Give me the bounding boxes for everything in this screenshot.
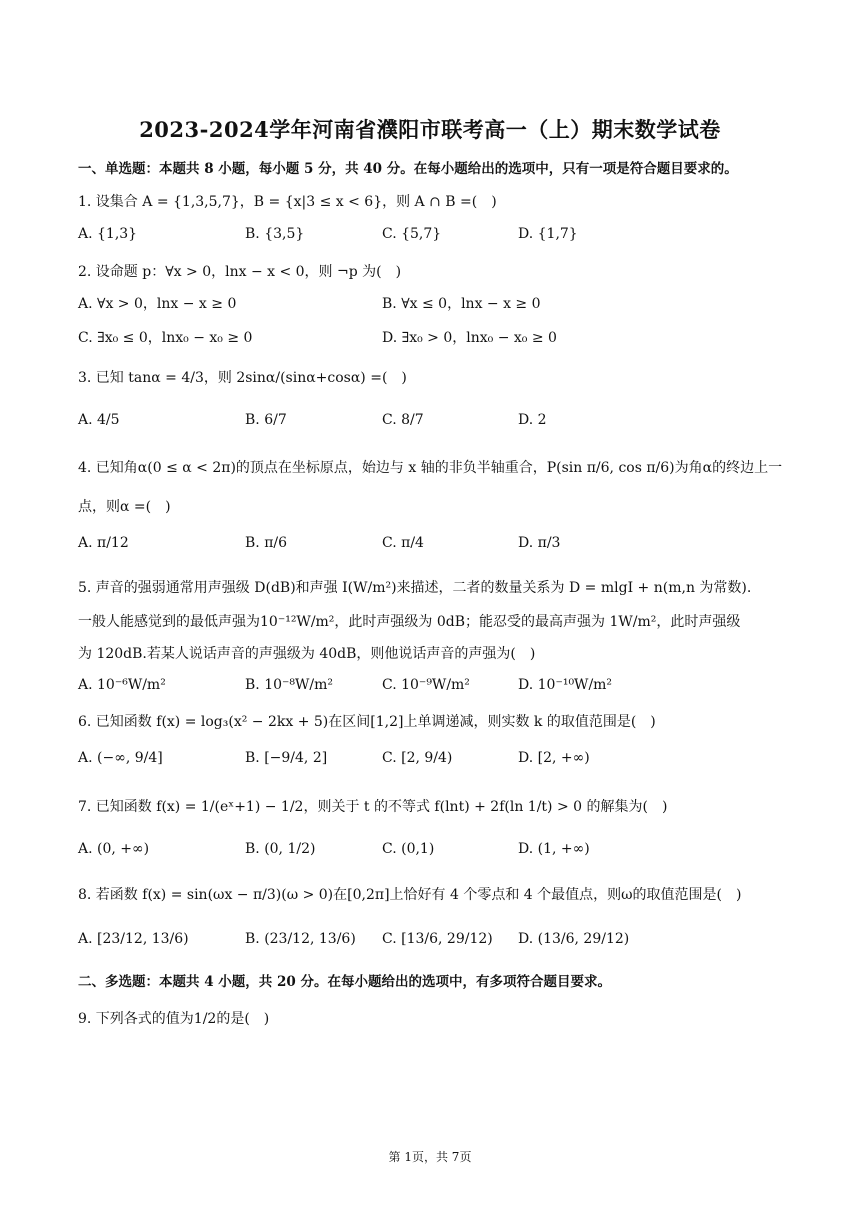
question-7-options	[78, 841, 798, 863]
question-4-options	[78, 535, 798, 557]
option-b[interactable]: B. π/6	[245, 535, 288, 551]
option-d[interactable]: D. [2, +∞)	[518, 750, 590, 766]
option-d[interactable]: D. ∃x₀ > 0，lnx₀ − x₀ ≥ 0	[382, 330, 557, 346]
question-3-options	[78, 412, 798, 434]
section-single-choice-heading: 一、单选题：本题共 8 小题，每小题 5 分，共 40 分。在每小题给出的选项中，只有一项是符合题目要求的。	[78, 161, 738, 177]
question-6-options	[78, 750, 798, 772]
question-4: 4. 已知角α(0 ≤ α < 2π)的顶点在坐标原点，始边与 x 轴的非负半轴重合，P(sin π/6, cos π/6)为角α的终边上一	[78, 460, 783, 476]
option-c[interactable]: C. {5,7}	[382, 226, 442, 242]
option-c[interactable]: C. 8/7	[382, 412, 424, 428]
option-d[interactable]: D. 10⁻¹⁰W/m²	[518, 677, 613, 693]
option-b[interactable]: B. 10⁻⁸W/m²	[245, 677, 333, 693]
page-footer: 第 1页，共 7页	[388, 1150, 472, 1164]
question-2-options-row-2	[78, 327, 798, 349]
option-b[interactable]: B. [−9/4, 2]	[245, 750, 328, 766]
option-b[interactable]: B. (0, 1/2)	[245, 841, 316, 857]
question-2: 2. 设命题 p：∀x > 0，lnx − x < 0，则 ¬p 为( )	[78, 264, 402, 280]
option-c[interactable]: C. (0,1)	[382, 841, 435, 857]
option-a[interactable]: A. {1,3}	[78, 226, 138, 242]
question-2-options-row-1	[78, 293, 798, 315]
option-d[interactable]: D. (13/6, 29/12)	[518, 931, 630, 947]
option-c[interactable]: C. ∃x₀ ≤ 0，lnx₀ − x₀ ≥ 0	[78, 330, 253, 346]
option-d[interactable]: D. {1,7}	[518, 226, 578, 242]
option-a[interactable]: A. ∀x > 0，lnx − x ≥ 0	[78, 296, 237, 312]
option-c[interactable]: C. [2, 9/4)	[382, 750, 453, 766]
question-3: 3. 已知 tanα = 4/3，则 2sinα/(sinα+cosα) =( )	[78, 370, 407, 386]
question-4-continued: 点，则α =( )	[78, 499, 171, 515]
question-5-continued-2: 为 120dB.若某人说话声音的声强级为 40dB，则他说话声音的声强为( )	[78, 646, 536, 662]
option-d[interactable]: D. π/3	[518, 535, 561, 551]
option-a[interactable]: A. [23/12, 13/6)	[78, 931, 189, 947]
option-a[interactable]: A. 4/5	[78, 412, 120, 428]
page-title: 2023-2024学年河南省濮阳市联考高一（上）期末数学试卷	[139, 117, 721, 142]
question-1-options	[78, 226, 798, 248]
question-8-options	[78, 931, 798, 953]
option-b[interactable]: B. 6/7	[245, 412, 287, 428]
option-a[interactable]: A. π/12	[78, 535, 129, 551]
option-a[interactable]: A. 10⁻⁶W/m²	[78, 677, 166, 693]
question-5: 5. 声音的强弱通常用声强级 D(dB)和声强 I(W/m²)来描述，二者的数量关系为 D = mlgI + n(m,n 为常数).	[78, 580, 752, 596]
question-6: 6. 已知函数 f(x) = log₃(x² − 2kx + 5)在区间[1,2]上单调递减，则实数 k 的取值范围是( )	[78, 714, 656, 730]
question-1: 1. 设集合 A = {1,3,5,7}，B = {x|3 ≤ x < 6}，则 A ∩ B =( )	[78, 194, 497, 210]
option-c[interactable]: C. [13/6, 29/12)	[382, 931, 493, 947]
option-d[interactable]: D. 2	[518, 412, 547, 428]
section-multiple-choice-heading: 二、多选题：本题共 4 小题，共 20 分。在每小题给出的选项中，有多项符合题目要求。	[78, 974, 611, 990]
option-a[interactable]: A. (0, +∞)	[78, 841, 150, 857]
question-7: 7. 已知函数 f(x) = 1/(eˣ+1) − 1/2，则关于 t 的不等式 f(lnt) + 2f(ln 1/t) > 0 的解集为( )	[78, 799, 668, 815]
option-c[interactable]: C. 10⁻⁹W/m²	[382, 677, 470, 693]
option-d[interactable]: D. (1, +∞)	[518, 841, 590, 857]
option-b[interactable]: B. (23/12, 13/6)	[245, 931, 356, 947]
question-8: 8. 若函数 f(x) = sin(ωx − π/3)(ω > 0)在[0,2π]上恰好有 4 个零点和 4 个最值点，则ω的取值范围是( )	[78, 887, 742, 903]
option-a[interactable]: A. (−∞, 9/4]	[78, 750, 163, 766]
question-5-options	[78, 677, 798, 699]
option-c[interactable]: C. π/4	[382, 535, 424, 551]
option-b[interactable]: B. ∀x ≤ 0，lnx − x ≥ 0	[382, 296, 541, 312]
question-5-continued-1: 一般人能感觉到的最低声强为10⁻¹²W/m²，此时声强级为 0dB；能忍受的最高声强为 1W/m²，此时声强级	[78, 614, 741, 630]
question-9: 9. 下列各式的值为1/2的是( )	[78, 1011, 270, 1027]
option-b[interactable]: B. {3,5}	[245, 226, 305, 242]
